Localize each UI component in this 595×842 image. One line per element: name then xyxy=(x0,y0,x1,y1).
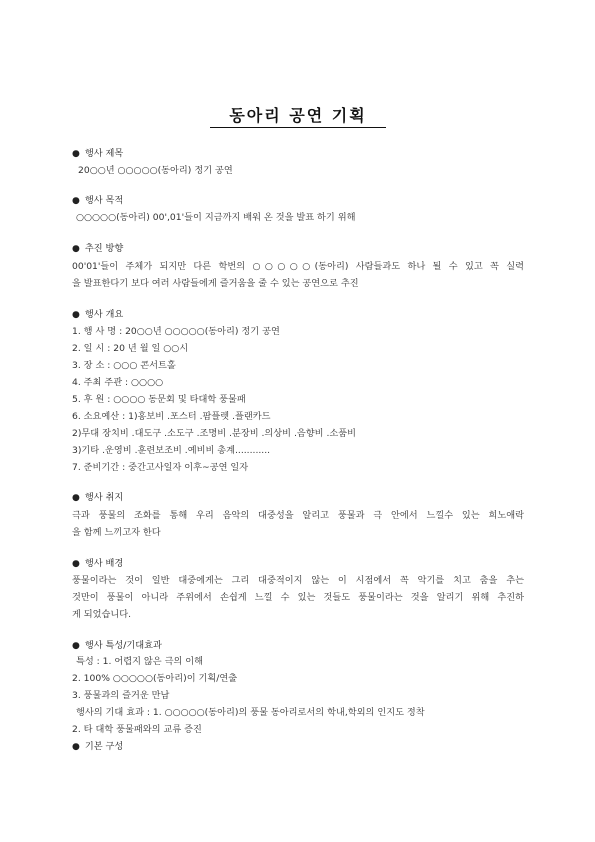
overview-line: 5. 후 원 : ○○○○ 동문회 및 타대학 풍물패 xyxy=(72,394,246,405)
background-line: 것만이 풍물이 아니라 주위에서 손쉽게 느낄 수 있는 것들도 풍물이라는 것을 알리기 위해 추진하 xyxy=(72,592,524,603)
features-line: 특성 : 1. 어렵지 않은 극의 이해 xyxy=(76,656,204,667)
section-heading-overview xyxy=(72,309,123,321)
section-heading-label: 기본 구성 xyxy=(84,741,124,752)
overview-line: 3. 장 소 : ○○○ 콘서트홀 xyxy=(72,360,176,371)
background-line: 풍물이라는 것이 일반 대중에게는 그리 대중적이지 않는 이 시점에서 꼭 악기를 치고 춤을 추는 xyxy=(72,575,524,586)
features-line: 2. 100% ○○○○○(동아리)이 기획/연출 xyxy=(72,673,238,684)
section-heading-label: 행사 특성/기대효과 xyxy=(84,640,162,651)
section-heading-label: 행사 제목 xyxy=(84,148,124,159)
overview-line: 2)무대 장치비 .대도구 .소도구 .조명비 .분장비 .의상비 .음향비 .소품비 xyxy=(72,428,356,439)
intent-line: 을 함께 느끼고자 한다 xyxy=(72,527,161,538)
section-heading-label: 행사 배경 xyxy=(84,558,124,569)
overview-line: 2. 일 시 : 20 년 월 일 ○○시 xyxy=(72,343,189,354)
bullet-icon: ● xyxy=(72,493,80,503)
purpose-text: ○○○○○(동아리) 00',01'들이 지금까지 배워 온 것을 발표 하기 위해 xyxy=(76,212,356,223)
direction-line: 00'01'들이 주체가 되지만 다른 학번의 ○○○○○(동아리) 사람들과도 하나 될 수 있고 꼭 실력 xyxy=(72,261,524,272)
section-heading-event-title xyxy=(72,148,123,160)
features-line: 행사의 기대 효과 : 1. ○○○○○(동아리)의 풍물 동아리로서의 학내,학외의 인지도 정착 xyxy=(76,707,425,718)
section-heading-background xyxy=(72,558,123,570)
background-line: 게 되었습니다. xyxy=(72,609,132,620)
section-heading-label: 행사 목적 xyxy=(84,195,124,206)
section-heading-purpose xyxy=(72,195,123,207)
section-heading-direction xyxy=(72,243,123,255)
features-line: 2. 타 대학 풍물패와의 교류 증진 xyxy=(72,724,202,735)
bullet-icon: ● xyxy=(72,310,80,320)
features-line: 3. 풍물과의 즐거운 만남 xyxy=(72,690,170,701)
bullet-icon: ● xyxy=(72,641,80,651)
section-heading-label: 추진 방향 xyxy=(84,243,124,254)
overview-line: 6. 소요예산 : 1)홍보비 .포스터 .팜플렛 .플랜카드 xyxy=(72,411,271,422)
bullet-icon: ● xyxy=(72,244,80,254)
section-heading-structure xyxy=(72,741,123,753)
overview-line: 4. 주최 주관 : ○○○○ xyxy=(72,377,164,388)
event-title-text: 20○○년 ○○○○○(동아리) 정기 공연 xyxy=(78,165,233,176)
overview-line: 3)기타 .운영비 .훈련보조비 .예비비 총계............ xyxy=(72,445,271,456)
overview-line: 1. 행 사 명 : 20○○년 ○○○○○(동아리) 정기 공연 xyxy=(72,326,280,337)
section-heading-intent xyxy=(72,492,123,504)
bullet-icon: ● xyxy=(72,196,80,206)
section-heading-label: 행사 개요 xyxy=(84,309,124,320)
document-title: 동아리 공연 기획 xyxy=(229,106,367,125)
intent-line: 극과 풍물의 조화를 통해 우리 음악의 대중성을 알리고 풍물과 극 안에서 느낄수 있는 희노애락 xyxy=(72,510,524,521)
direction-line: 을 발표한다기 보다 여러 사람들에게 즐거움을 줄 수 있는 공연으로 추진 xyxy=(72,278,359,289)
overview-line: 7. 준비기간 : 중간고사일자 이후~공연 일자 xyxy=(72,462,249,473)
bullet-icon: ● xyxy=(72,559,80,569)
bullet-icon: ● xyxy=(72,149,80,159)
section-heading-label: 행사 취지 xyxy=(84,492,124,503)
section-heading-features xyxy=(72,640,162,652)
title-underline xyxy=(210,127,386,128)
bullet-icon: ● xyxy=(72,742,80,752)
